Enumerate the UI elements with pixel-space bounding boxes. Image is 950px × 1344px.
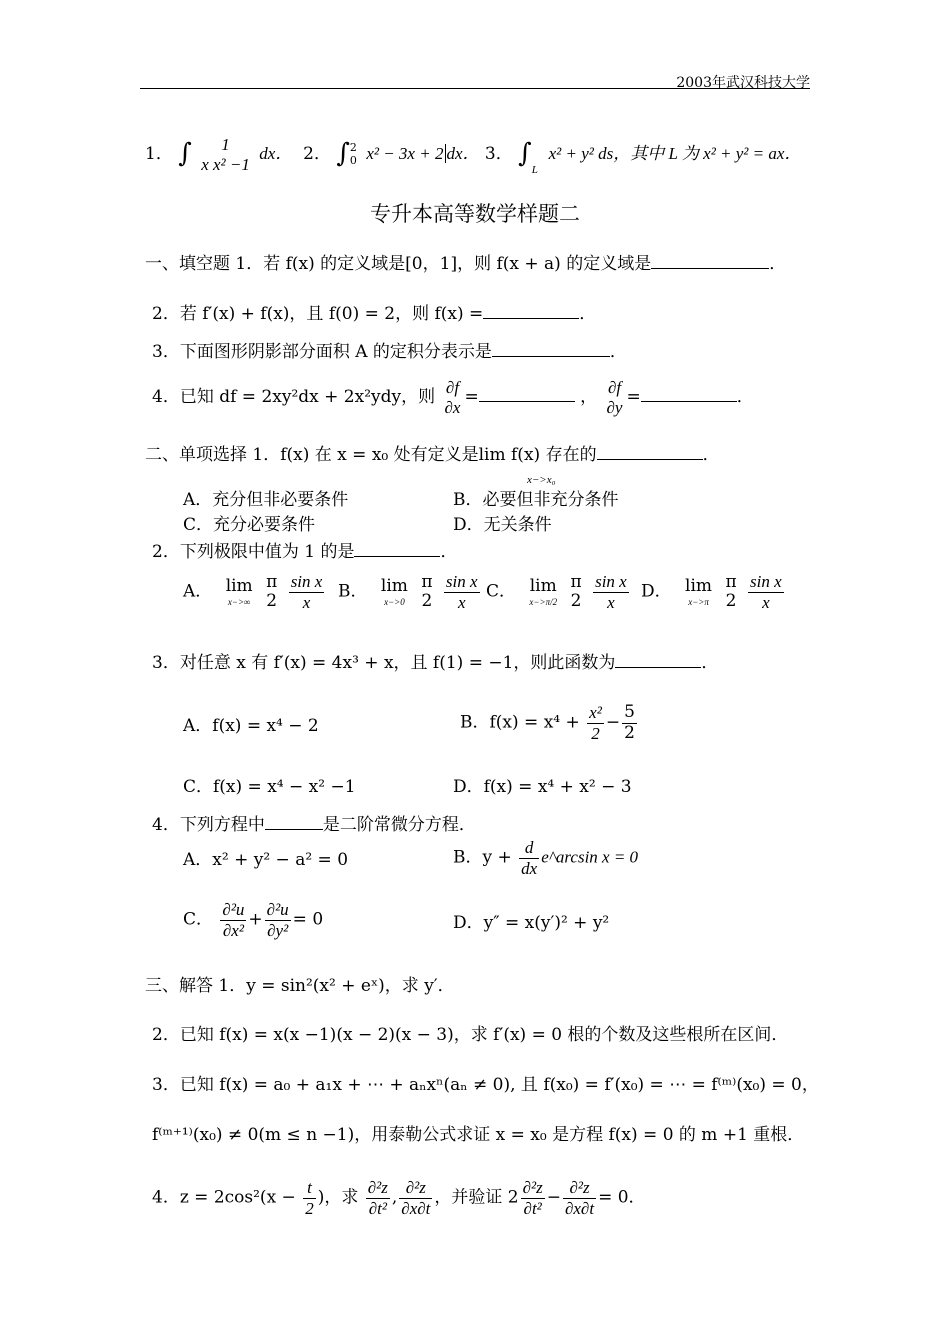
s2-q3-opt-c: C．f(x) = x⁴ − x² −1 [183,777,356,797]
intro-p1-numerator: 1 [221,135,230,154]
s2-q1-opt-b: B．必要但非充分条件 [453,490,619,510]
intro-p2-lower: 0 [349,153,357,167]
opt-letter: C． [486,581,517,602]
plus: + [248,909,263,930]
s1-q1-blank [651,252,769,269]
s3-q3b: f⁽ᵐ⁺¹⁾(x₀) ≠ 0(m ≤ n −1)，用泰勒公式求证 x = x₀ 是方程 f(x) = 0 的 m +1 重根． [152,1125,805,1145]
s3-q4-verify: ，并验证 2 [434,1187,519,1208]
frac [366,1178,390,1218]
sep: , [391,1187,398,1208]
s1-q4: 4．已知 df = 2xy²dx + 2x²ydy，则 [152,387,436,408]
frac-bottom: 2 [591,723,600,743]
opt-c-pre: C． [183,909,214,930]
two: 2 [266,591,278,612]
period: ． [702,445,720,465]
lim-block [379,577,410,607]
frac-top: t [303,1178,316,1199]
lim: lim [380,576,408,597]
s2-q3-opt-b [460,703,639,743]
frac [399,1178,432,1218]
frac-top: ∂²z [563,1178,596,1199]
s1-q4-line [152,378,754,417]
s2-q4-opt-a: A．x² + y² − a² = 0 [183,850,349,870]
sinx-frac [444,572,480,612]
pi: π [421,571,433,592]
lim-sub: x−>π [688,596,709,607]
lim-block [224,577,255,607]
s1-q4-frac-x [443,378,463,417]
s2-q1-lim-sub: x−>x₀ [527,474,556,486]
x: x [607,592,615,612]
intro-p1-num: 1． [145,144,173,165]
s1-q1-line [145,252,786,275]
period: ． [701,653,719,673]
intro-p3-expr: x² + y² ds，其中 L 为 x² + y² = ax． [548,144,802,164]
pi-frac [568,573,583,612]
frac-bottom: ∂y² [267,920,289,940]
frac [303,1178,316,1218]
frac-top: x² [589,703,602,722]
integral-sign-3: ∫ [518,138,532,169]
sinx: sin x [750,572,782,591]
frac-bottom: ∂x [444,397,461,417]
s2-q3-opt-a: A．f(x) = x⁴ − 2 [183,716,319,736]
frac [519,838,539,878]
frac-bottom: ∂x² [222,920,244,940]
lim: lim [529,576,557,597]
s1-q3: 3．下面图形阴影部分面积 A 的定积分表示是 [152,342,492,362]
s2-q4-opt-b [453,838,638,878]
frac-bottom: ∂y [606,397,623,417]
opt-letter: B． [338,581,368,602]
frac-top: ∂²u [266,900,289,919]
s2-q2-opt-a [183,572,326,612]
sinx-frac [748,572,784,612]
s1-q3-line [152,340,627,363]
s2-q1: 1．f(x) 在 x = x₀ 处有定义是lim f(x) 存在的 [252,445,597,465]
integral-sign: ∫ [178,138,192,169]
s1-q2-blank [483,302,579,319]
frac [220,900,246,940]
s2-q2-opt-d [641,572,786,612]
frac-bottom: ∂t² [523,1198,542,1218]
s3-q2: 2．已知 f(x) = x(x −1)(x − 2)(x − 3)，求 f′(x) = 0 根的个数及这些根所在区间． [152,1025,789,1045]
s3-heading: 三、解答 [145,976,213,996]
s3-q4-pre: 4．z = 2cos²(x − [152,1187,296,1208]
s2-q2: 2．下列极限中值为 1 的是 [152,542,355,562]
pi: π [570,571,582,592]
period: ． [769,254,787,274]
frac [587,703,604,743]
lim-sub: x−>π/2 [529,596,558,607]
pi: π [725,571,737,592]
frac-bottom: 2 [624,722,635,743]
equals: = [626,387,641,408]
s2-q2-blank [354,540,440,557]
s1-q1: 1．若 f(x) 的定义域是[0，1]，则 f(x + a) 的定义域是 [235,254,652,274]
two: 2 [725,591,737,612]
s2-q1-line [145,443,720,466]
opt-letter: D． [641,581,672,602]
lim: lim [685,576,713,597]
frac-top: ∂f [445,378,460,397]
s2-q4-opt-d: D．y″ = x(y′)² + y² [453,913,610,933]
pi-frac [264,573,279,612]
frac [265,900,291,940]
lim-block [683,577,714,607]
minus: − [605,712,621,733]
s2-q3: 3．对任意 x 有 f′(x) = 4x³ + x，且 f(1) = −1，则此函数为 [152,653,616,673]
frac-top: ∂²z [399,1178,432,1199]
frac-bottom: ∂t² [368,1198,387,1218]
pi-frac [419,573,434,612]
intro-p1-dx: dx． [259,144,293,164]
intro-p2-dx: dx． [446,144,480,164]
header-school: 2003年武汉科技大学 [676,75,810,91]
s2-q2-opt-b [338,572,482,612]
s3-q4-end: = 0． [598,1187,646,1208]
period: ． [579,304,597,324]
integral-sign-2: ∫ [336,138,350,169]
frac-top: ∂²u [222,900,245,919]
s2-q4-post: 是二阶常微分方程． [322,815,476,835]
comma: ， [580,387,598,408]
frac-top: ∂²z [522,1178,543,1197]
intro-problems [145,135,801,177]
opt-letter: A． [183,581,213,602]
sinx-frac [593,572,629,612]
frac-top: ∂f [607,378,622,397]
s1-q4-blank-1 [479,385,575,402]
frac [563,1178,596,1218]
minus: − [546,1187,561,1208]
s3-q4-line [152,1178,646,1218]
s1-q2-line [152,302,596,325]
lim-sub: x−>0 [384,596,405,607]
s3-q4-mid: )，求 [317,1187,359,1208]
intro-p1-frac [199,135,252,174]
s2-q3-opt-d: D．f(x) = x⁴ + x² − 3 [453,777,632,797]
lim-sub: x−>∞ [227,596,251,607]
sinx-frac [289,572,325,612]
s1-q4-frac-y [605,378,625,417]
s2-q3-line [152,651,718,674]
intro-p2-expr: x² − 3x + 2 [366,144,446,163]
period: ． [609,342,627,362]
pi: π [266,571,278,592]
opt-b-post: e^arcsin x = 0 [541,847,639,867]
opt-c-post: = 0 [292,909,324,930]
intro-p3-num: 3． [484,144,513,165]
frac-bottom: ∂x∂t [564,1198,595,1218]
s2-q3-blank [615,651,701,668]
s2-q1-opt-d: D．无关条件 [453,515,552,535]
intro-p1-denominator: x x² −1 [201,154,250,174]
s2-q4-line [152,813,476,836]
intro-p3-lower: L [531,164,538,177]
lim: lim [225,576,253,597]
intro-p2-upper: 2 [349,140,357,154]
s2-q1-opt-c: C．充分必要条件 [183,515,316,535]
s1-q4-blank-2 [641,385,737,402]
frac-top: ∂²z [367,1178,388,1197]
s2-q3-opt-b-text: B．f(x) = x⁴ + [460,712,580,733]
x: x [762,592,770,612]
period: ． [440,542,458,562]
frac [521,1178,545,1218]
pi-frac [723,573,738,612]
frac-bottom: 2 [305,1198,314,1218]
frac-bottom: ∂x∂t [401,1198,431,1218]
s2-q2-line [152,540,457,563]
sinx: sin x [445,572,478,591]
two: 2 [570,591,582,612]
s2-q4-opt-c [183,900,323,940]
s2-heading: 二、单项选择 [145,445,247,465]
period: ． [736,387,754,408]
lim-block [527,577,559,607]
sinx: sin x [290,572,323,591]
frac-bottom: dx [521,858,538,878]
frac [622,703,637,743]
s1-q3-blank [492,340,610,357]
s1-heading: 一、填空题 [145,254,230,274]
s2-q2-opt-c [486,572,631,612]
s3-q1-line [145,975,455,997]
x: x [457,592,466,612]
opt-b-pre: B．y + [453,847,512,868]
intro-p2-limits [348,142,359,167]
s2-q1-blank [597,443,703,460]
sinx: sin x [595,572,627,591]
frac-top: d [519,838,539,859]
s2-q1-opt-a: A．充分但非必要条件 [183,490,349,510]
x: x [302,592,311,612]
s1-q2: 2．若 f′(x) + f(x)，且 f(0) = 2，则 f(x) = [152,304,484,324]
s2-q4-blank [265,813,323,830]
equals: = [464,387,479,408]
page-title: 专升本高等数学样题二 [370,202,580,226]
s3-q3a: 3．已知 f(x) = a₀ + a₁x + ⋯ + aₙxⁿ(aₙ ≠ 0), 且 f(x₀) = f′(x₀) = ⋯ = f⁽ᵐ⁾(x₀) = 0， [152,1075,819,1095]
header-rule [140,88,810,89]
intro-p2-num: 2． [303,144,331,165]
s2-q4-pre: 4．下列方程中 [152,815,265,835]
s3-q1: 1．y = sin²(x² + eˣ)，求 y′． [218,976,455,996]
two: 2 [421,591,433,612]
frac-top: 5 [624,702,635,722]
